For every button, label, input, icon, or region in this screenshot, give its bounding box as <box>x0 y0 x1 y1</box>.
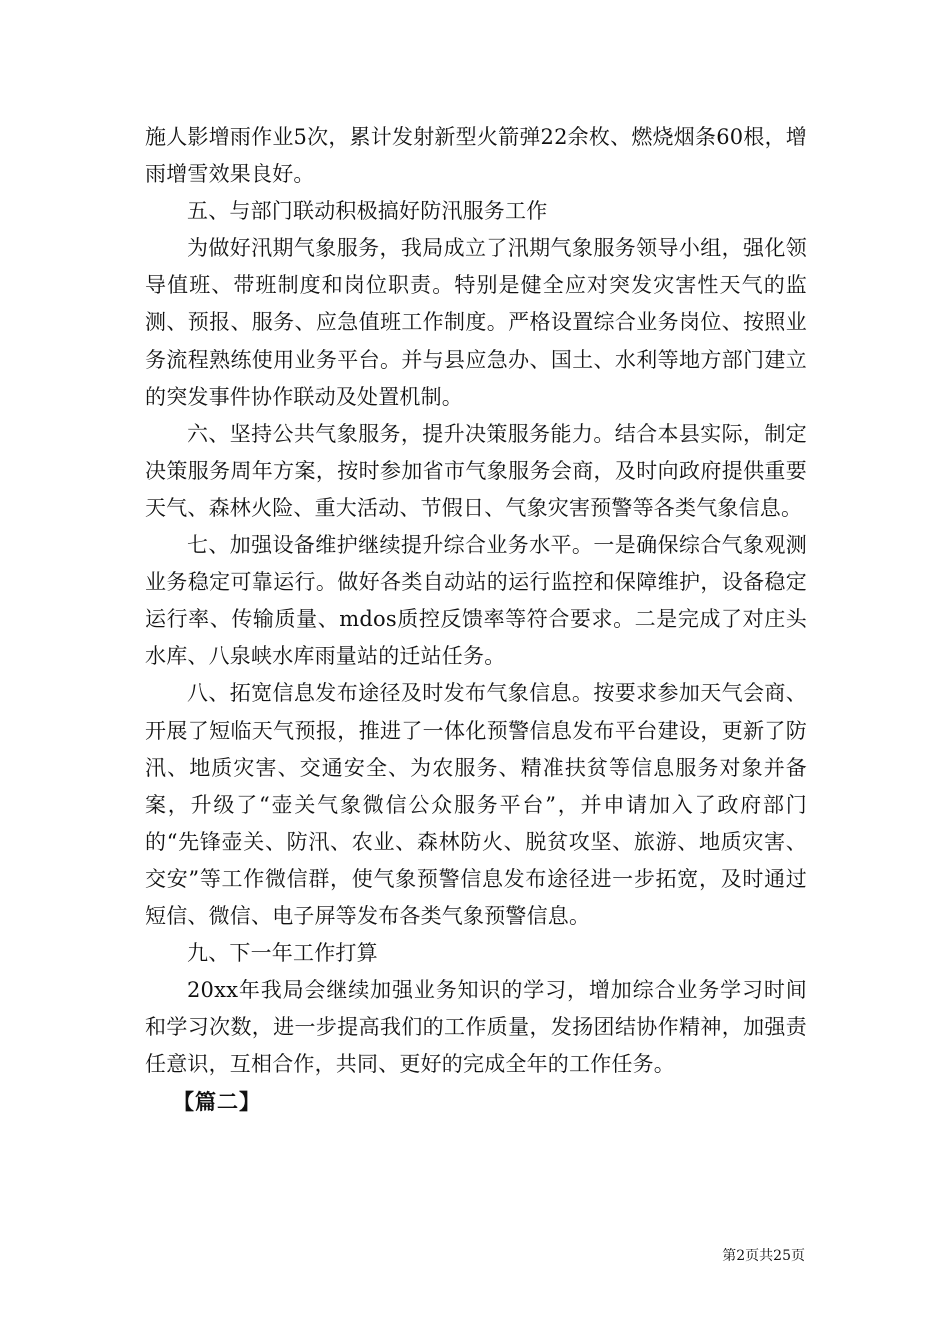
paragraph-section-eight: 八、拓宽信息发布途径及时发布气象信息。按要求参加天气会商、开展了短临天气预报，推进了一体化预警信息发布平台建设，更新了防汛、地质灾害、交通安全、为农服务、精准扶贫等信息服务对象并备案，升级了“壶关气象微信公众服务平台”，并申请加入了政府部门的“先锋壶关、防汛、农业、森林防火、脱贫攻坚、旅游、地质灾害、交安”等工作微信群，使气象预警信息发布途径进一步拓宽，及时通过短信、微信、电子屏等发布各类气象预警信息。 <box>145 681 807 928</box>
paragraph-next-year-plan: 20xx年我局会继续加强业务知识的学习，增加综合业务学习时间和学习次数，进一步提高我们的工作质量，发扬团结协作精神，加强责任意识，互相合作，共同、更好的完成全年的工作任务。 <box>145 978 807 1077</box>
section-heading-five: 五、与部门联动积极搞好防汛服务工作 <box>187 199 548 224</box>
paragraph-continuation: 施人影增雨作业5次，累计发射新型火箭弹22余枚、燃烧烟条60根，增雨增雪效果良好。 <box>145 125 807 187</box>
page-number: 第2页共25页 <box>722 1248 805 1264</box>
document-body <box>145 119 807 1121</box>
paragraph-section-seven: 七、加强设备维护继续提升综合业务水平。一是确保综合气象观测业务稳定可靠运行。做好各类自动站的运行监控和保障维护，设备稳定运行率、传输质量、mdos质控反馈率等符合要求。二是完成了对庄头水库、八泉峡水库雨量站的迁站任务。 <box>145 533 807 669</box>
section-heading-nine: 九、下一年工作打算 <box>187 941 378 966</box>
part-two-title: 【篇二】 <box>173 1089 261 1115</box>
paragraph-section-six: 六、坚持公共气象服务，提升决策服务能力。结合本县实际，制定决策服务周年方案，按时参加省市气象服务会商，及时向政府提供重要天气、森林火险、重大活动、节假日、气象灾害预警等各类气象信息。 <box>145 421 807 520</box>
paragraph-flood-service: 为做好汛期气象服务，我局成立了汛期气象服务领导小组，强化领导值班、带班制度和岗位职责。特别是健全应对突发灾害性天气的监测、预报、服务、应急值班工作制度。严格设置综合业务岗位、按照业务流程熟练使用业务平台。并与县应急办、国土、水利等地方部门建立的突发事件协作联动及处置机制。 <box>145 236 807 409</box>
